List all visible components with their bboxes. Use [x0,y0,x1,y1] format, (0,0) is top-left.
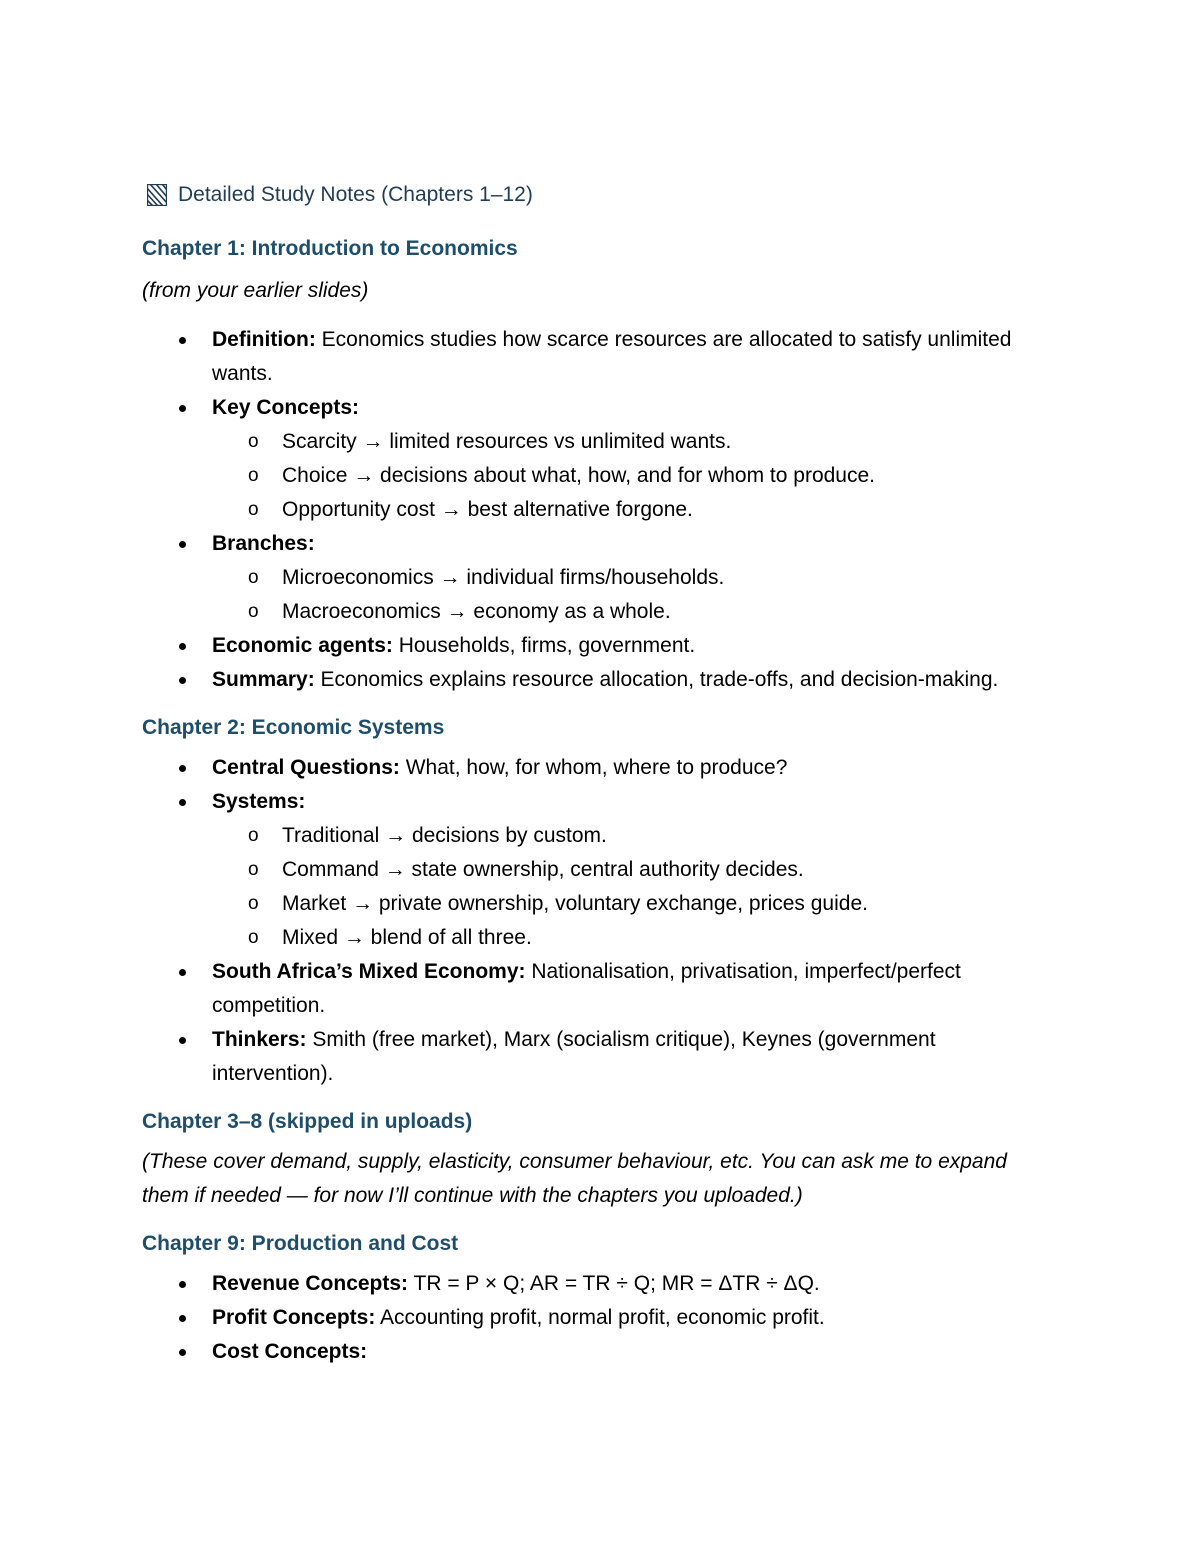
item-label: Revenue Concepts: [212,1272,409,1295]
chapter-2-heading: Chapter 2: Economic Systems [142,716,445,739]
item-text: Economics studies how scarce resources are allocated to satisfy unlimited wants. [212,328,1012,385]
item-label: South Africa’s Mixed Economy: [212,960,526,983]
sub-item-text: o Opportunity cost → best alternative forgone. [282,498,693,521]
item-label: Cost Concepts: [212,1340,368,1363]
item-text: Households, firms, government. [392,634,696,657]
chapter-1-list [142,323,1042,697]
chapter-2-list [142,751,1042,1091]
list-item [142,629,1042,663]
sub-item-text: o Scarcity → limited resources vs unlimited wants. [282,430,732,453]
item-label: Central Questions: [212,756,400,779]
sub-item-text: o Microeconomics → individual firms/households. [282,566,725,589]
list-item [142,751,1042,785]
document-page [142,178,1042,1369]
item-text: Economics explains resource allocation, trade-offs, and decision-making. [314,668,999,691]
sub-list-item [142,425,1042,459]
sub-list-item [142,459,1042,493]
sub-list [212,561,1042,629]
chapter-1-heading: Chapter 1: Introduction to Economics [142,237,518,260]
sub-list-item [142,561,1042,595]
sub-list-item [142,493,1042,527]
item-label: Definition: [212,328,316,351]
sub-list [212,819,1042,955]
sub-list-item [142,887,1042,921]
item-text: What, how, for whom, where to produce? [399,756,788,779]
sub-list [212,425,1042,527]
list-item [142,391,1042,527]
chapter-9-heading: Chapter 9: Production and Cost [142,1232,459,1255]
striped-square-icon [147,184,167,206]
list-item [142,1301,1042,1335]
sub-list-item [142,595,1042,629]
item-label: Economic agents: [212,634,393,657]
sub-item-text: o Macroeconomics → economy as a whole. [282,600,671,623]
item-text: TR = P × Q; AR = TR ÷ Q; MR = ΔTR ÷ ΔQ. [408,1272,820,1295]
sub-list-item [142,819,1042,853]
item-label: Thinkers: [212,1028,307,1051]
item-label: Branches: [212,532,315,555]
item-label: Profit Concepts: [212,1306,376,1329]
sub-item-text: o Traditional → decisions by custom. [282,824,607,847]
document-title [142,178,1042,212]
sub-item-text: o Market → private ownership, voluntary exchange, prices guide. [282,892,868,915]
list-item [142,323,1042,391]
list-item [142,1023,1042,1091]
document-title-text: Detailed Study Notes (Chapters 1–12) [178,183,533,206]
list-item [142,1335,1042,1369]
sub-item-text: o Choice → decisions about what, how, and for whom to produce. [282,464,876,487]
list-item [142,527,1042,629]
item-label: Systems: [212,790,306,813]
item-label: Key Concepts: [212,396,360,419]
chapter-3-8-heading: Chapter 3–8 (skipped in uploads) [142,1110,473,1133]
chapter-1-note: (from your earlier slides) [142,279,369,302]
sub-list-item [142,853,1042,887]
item-text: Nationalisation, privatisation, imperfect/perfect competition. [212,960,961,1017]
list-item [142,1267,1042,1301]
sub-item-text: o Mixed → blend of all three. [282,926,532,949]
item-text: Smith (free market), Marx (socialism critique), Keynes (government intervention). [212,1028,936,1085]
item-label: Summary: [212,668,315,691]
chapter-9-list [142,1267,1042,1369]
sub-list-item [142,921,1042,955]
chapter-3-8-note: (These cover demand, supply, elasticity, consumer behaviour, etc. You can ask me to expand them if needed — for now I’ll continue with the chapters you uploaded.) [142,1150,1007,1207]
list-item [142,663,1042,697]
list-item [142,955,1042,1023]
sub-item-text: o Command → state ownership, central authority decides. [282,858,804,881]
item-text: Accounting profit, normal profit, economic profit. [375,1306,825,1329]
list-item [142,785,1042,955]
